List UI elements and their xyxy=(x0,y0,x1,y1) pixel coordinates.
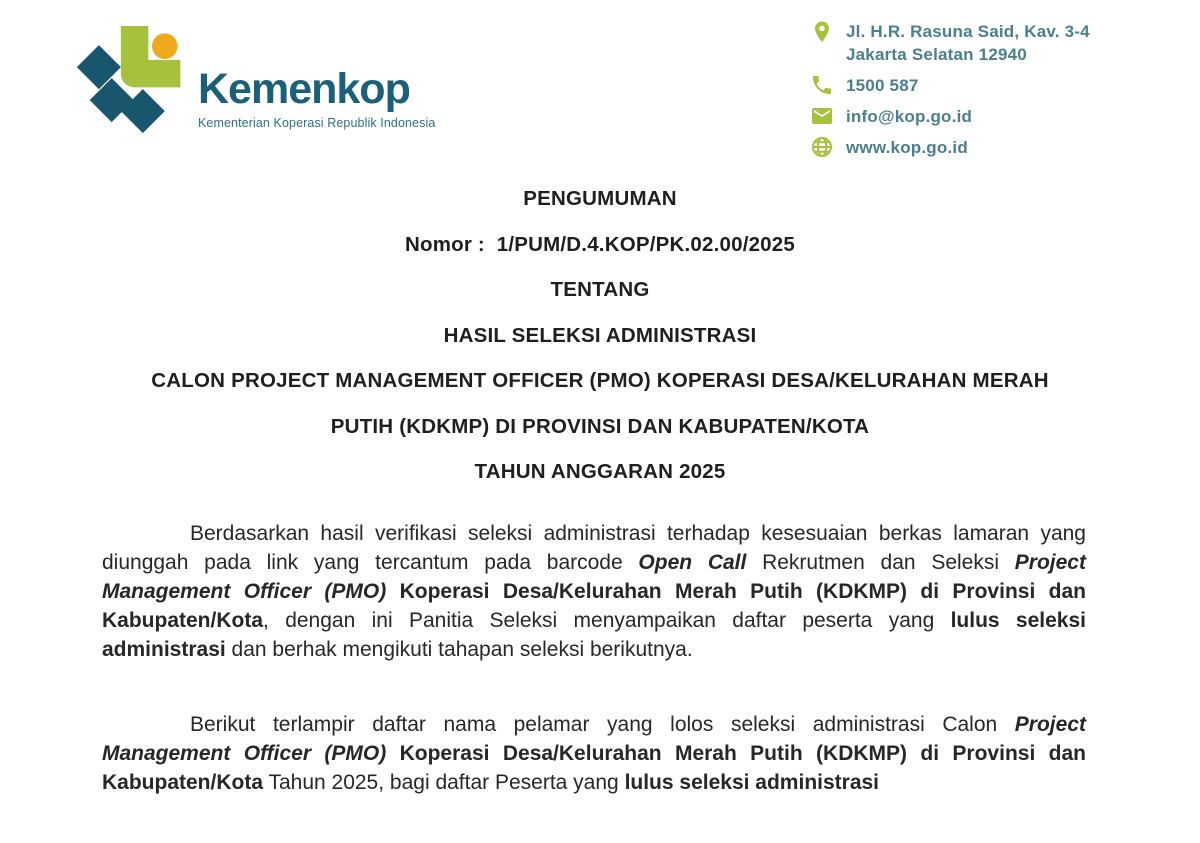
contact-phone xyxy=(810,73,1090,97)
contact-website xyxy=(810,135,1090,159)
title-calon-pmo-line2: PUTIH (KDKMP) DI PROVINSI DAN KABUPATEN/KOTA xyxy=(330,414,870,438)
location-pin-icon xyxy=(810,20,834,44)
email-icon xyxy=(810,104,834,128)
contact-address-line2: Jakarta Selatan 12940 xyxy=(846,45,1027,64)
contact-email xyxy=(810,104,1090,128)
globe-icon xyxy=(810,135,834,159)
brand-tagline: Kementerian Koperasi Republik Indonesia xyxy=(198,116,436,130)
paragraph-1: Berdasarkan hasil verifikasi seleksi administrasi terhadap kesesuaian berkas lamaran yang diunggah pada link yang tercantum pada barcode Open Call Rekrutmen dan Seleksi Project Management Officer (PMO) Koperasi Desa/Kelurahan Merah Putih (KDKMP) di Provinsi dan Kabupaten/Kota, dengan ini Panitia Seleksi menyampaikan daftar peserta yang lulus seleksi administrasi dan berhak mengikuti tahapan seleksi berikutnya. xyxy=(102,522,1092,661)
title-tentang: TENTANG xyxy=(550,278,650,301)
brand-name: Kemenkop xyxy=(198,65,410,113)
paragraph-2: Berikut terlampir daftar nama pelamar yang lolos seleksi administrasi Calon Project Management Officer (PMO) Koperasi Desa/Kelurahan Merah Putih (KDKMP) di Provinsi dan Kabupaten/Kota Tahun 2025, bagi daftar Peserta yang lulus seleksi administrasi xyxy=(102,713,1092,794)
brand-text xyxy=(198,65,436,142)
title-hasil-seleksi: HASIL SELEKSI ADMINISTRASI xyxy=(443,323,757,347)
kemenkop-logo-icon xyxy=(76,18,184,142)
contact-address xyxy=(810,20,1090,66)
document-title-block xyxy=(100,188,1100,507)
title-calon-pmo-line1: CALON PROJECT MANAGEMENT OFFICER (PMO) KOPERASI DESA/KELURAHAN MERAH xyxy=(151,369,1049,392)
title-tahun-anggaran: TAHUN ANGGARAN 2025 xyxy=(474,460,726,483)
title-document-number: Nomor : 1/PUM/D.4.KOP/PK.02.00/2025 xyxy=(404,232,795,256)
contact-address-line1: Jl. H.R. Rasuna Said, Kav. 3-4 xyxy=(846,22,1090,41)
letterhead-contact xyxy=(810,20,1090,166)
title-pengumuman: PENGUMUMAN xyxy=(523,187,677,210)
contact-phone-number: 1500 587 xyxy=(846,75,919,95)
letterhead-brand xyxy=(76,18,435,142)
contact-website-url: www.kop.go.id xyxy=(846,137,968,157)
contact-email-address: info@kop.go.id xyxy=(846,106,973,126)
document-body xyxy=(102,519,1092,843)
phone-icon xyxy=(810,73,834,97)
